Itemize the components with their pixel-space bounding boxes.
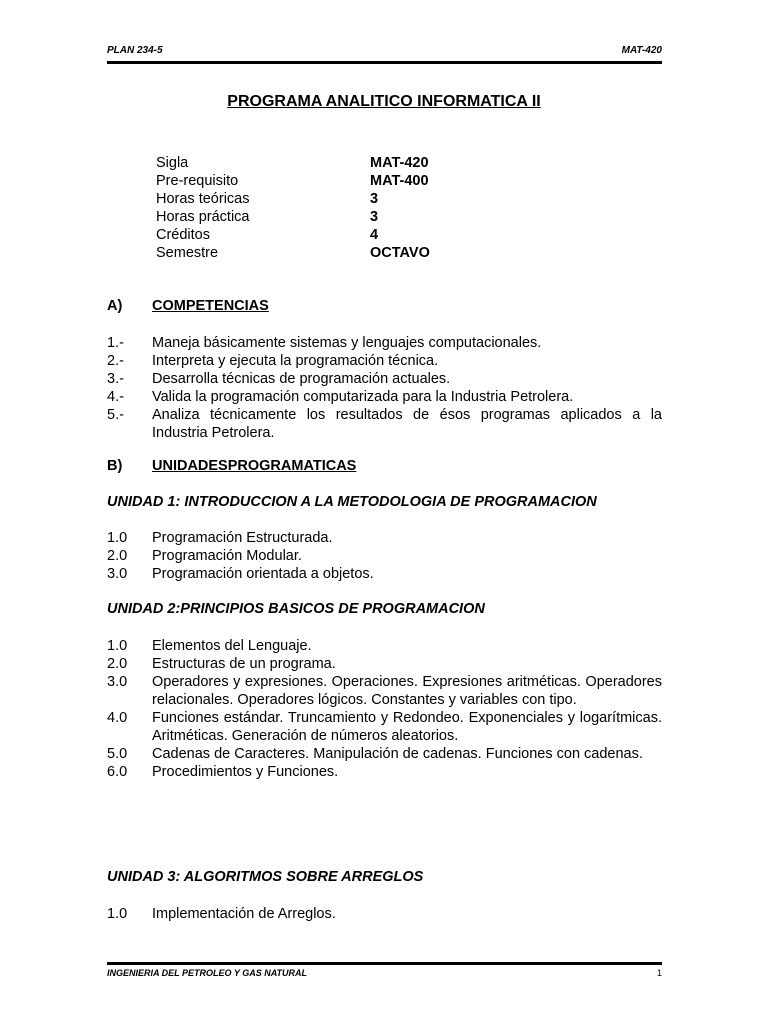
info-key: Horas teóricas [156,191,250,207]
item-text: Valida la programación computarizada para la Industria Petrolera. [152,389,574,405]
info-row [156,172,456,190]
item-text: Operadores y expresiones. Operaciones. Expresiones aritméticas. Operadores relacionales. Operadores lógicos. Constantes y variables con tipo. [152,674,662,708]
list-item [107,905,662,923]
header-plan: PLAN 234-5 [107,45,163,56]
list-item [107,529,662,547]
info-key: Sigla [156,155,189,171]
item-number: 1.0 [107,906,128,922]
list-item [107,547,662,565]
item-number: 1.0 [107,638,128,654]
unit-2-title: UNIDAD 2:PRINCIPIOS BASICOS DE PROGRAMACION [107,601,485,617]
list-item [107,673,662,709]
info-row [156,208,456,226]
unit-3-title: UNIDAD 3: ALGORITMOS SOBRE ARREGLOS [107,869,424,885]
item-text: Implementación de Arreglos. [152,906,336,922]
info-value: MAT-400 [370,173,429,189]
list-item [107,745,662,763]
item-text: Funciones estándar. Truncamiento y Redondeo. Exponenciales y logarítmicas. Aritméticas. Generación de números aleatorios. [152,710,662,744]
item-text: Programación Estructurada. [152,530,333,546]
item-number: 1.- [107,335,124,351]
section-letter: A) [107,298,123,314]
item-number: 4.- [107,389,124,405]
list-item [107,637,662,655]
header-code: MAT-420 [621,45,662,56]
section-letter: B) [107,458,123,474]
item-number: 5.- [107,407,124,423]
page-header [107,45,662,59]
footer-program: INGENIERIA DEL PETROLEO Y GAS NATURAL [107,968,308,978]
list-item [107,370,662,388]
item-number: 2.0 [107,548,128,564]
item-text: Analiza técnicamente los resultados de ésos programas aplicados a la Industria Petrolera. [152,407,662,441]
item-number: 1.0 [107,530,128,546]
list-item [107,763,662,781]
info-key: Horas práctica [156,209,250,225]
unit-1-title: UNIDAD 1: INTRODUCCION A LA METODOLOGIA DE PROGRAMACION [107,494,597,510]
competencias-list [107,334,662,442]
info-row [156,226,456,244]
list-item [107,334,662,352]
list-item [107,406,662,442]
page-footer [107,962,662,978]
list-item [107,655,662,673]
course-info [156,154,456,262]
page-title: PROGRAMA ANALITICO INFORMATICA II [227,93,541,110]
info-key: Créditos [156,227,210,243]
unit-1-list [107,529,662,583]
item-number: 5.0 [107,746,128,762]
section-title: COMPETENCIAS [152,298,269,314]
info-key: Pre-requisito [156,173,239,189]
item-text: Desarrolla técnicas de programación actuales. [152,371,451,387]
item-number: 3.0 [107,566,128,582]
item-number: 4.0 [107,710,128,726]
header-rule [107,61,662,64]
item-number: 2.0 [107,656,128,672]
item-text: Interpreta y ejecuta la programación técnica. [152,353,439,369]
info-row [156,190,456,208]
item-text: Programación orientada a objetos. [152,566,374,582]
item-number: 3.0 [107,674,128,690]
item-number: 6.0 [107,764,128,780]
info-value: OCTAVO [370,245,430,261]
item-text: Maneja básicamente sistemas y lenguajes computacionales. [152,335,542,351]
section-title: UNIDADESPROGRAMATICAS [152,458,357,474]
info-value: 4 [370,227,379,243]
list-item [107,388,662,406]
list-item [107,565,662,583]
item-text: Elementos del Lenguaje. [152,638,312,654]
item-text: Estructuras de un programa. [152,656,336,672]
item-text: Procedimientos y Funciones. [152,764,339,780]
page-number: 1 [656,968,662,978]
info-row [156,244,456,262]
info-value: 3 [370,191,379,207]
info-row [156,154,456,172]
item-text: Programación Modular. [152,548,302,564]
unit-3-list [107,905,662,923]
item-text: Cadenas de Caracteres. Manipulación de cadenas. Funciones con cadenas. [152,746,643,762]
info-key: Semestre [156,245,219,261]
list-item [107,352,662,370]
item-number: 2.- [107,353,124,369]
list-item [107,709,662,745]
item-number: 3.- [107,371,124,387]
unit-2-list [107,637,662,781]
info-value: MAT-420 [370,155,429,171]
info-value: 3 [370,209,379,225]
